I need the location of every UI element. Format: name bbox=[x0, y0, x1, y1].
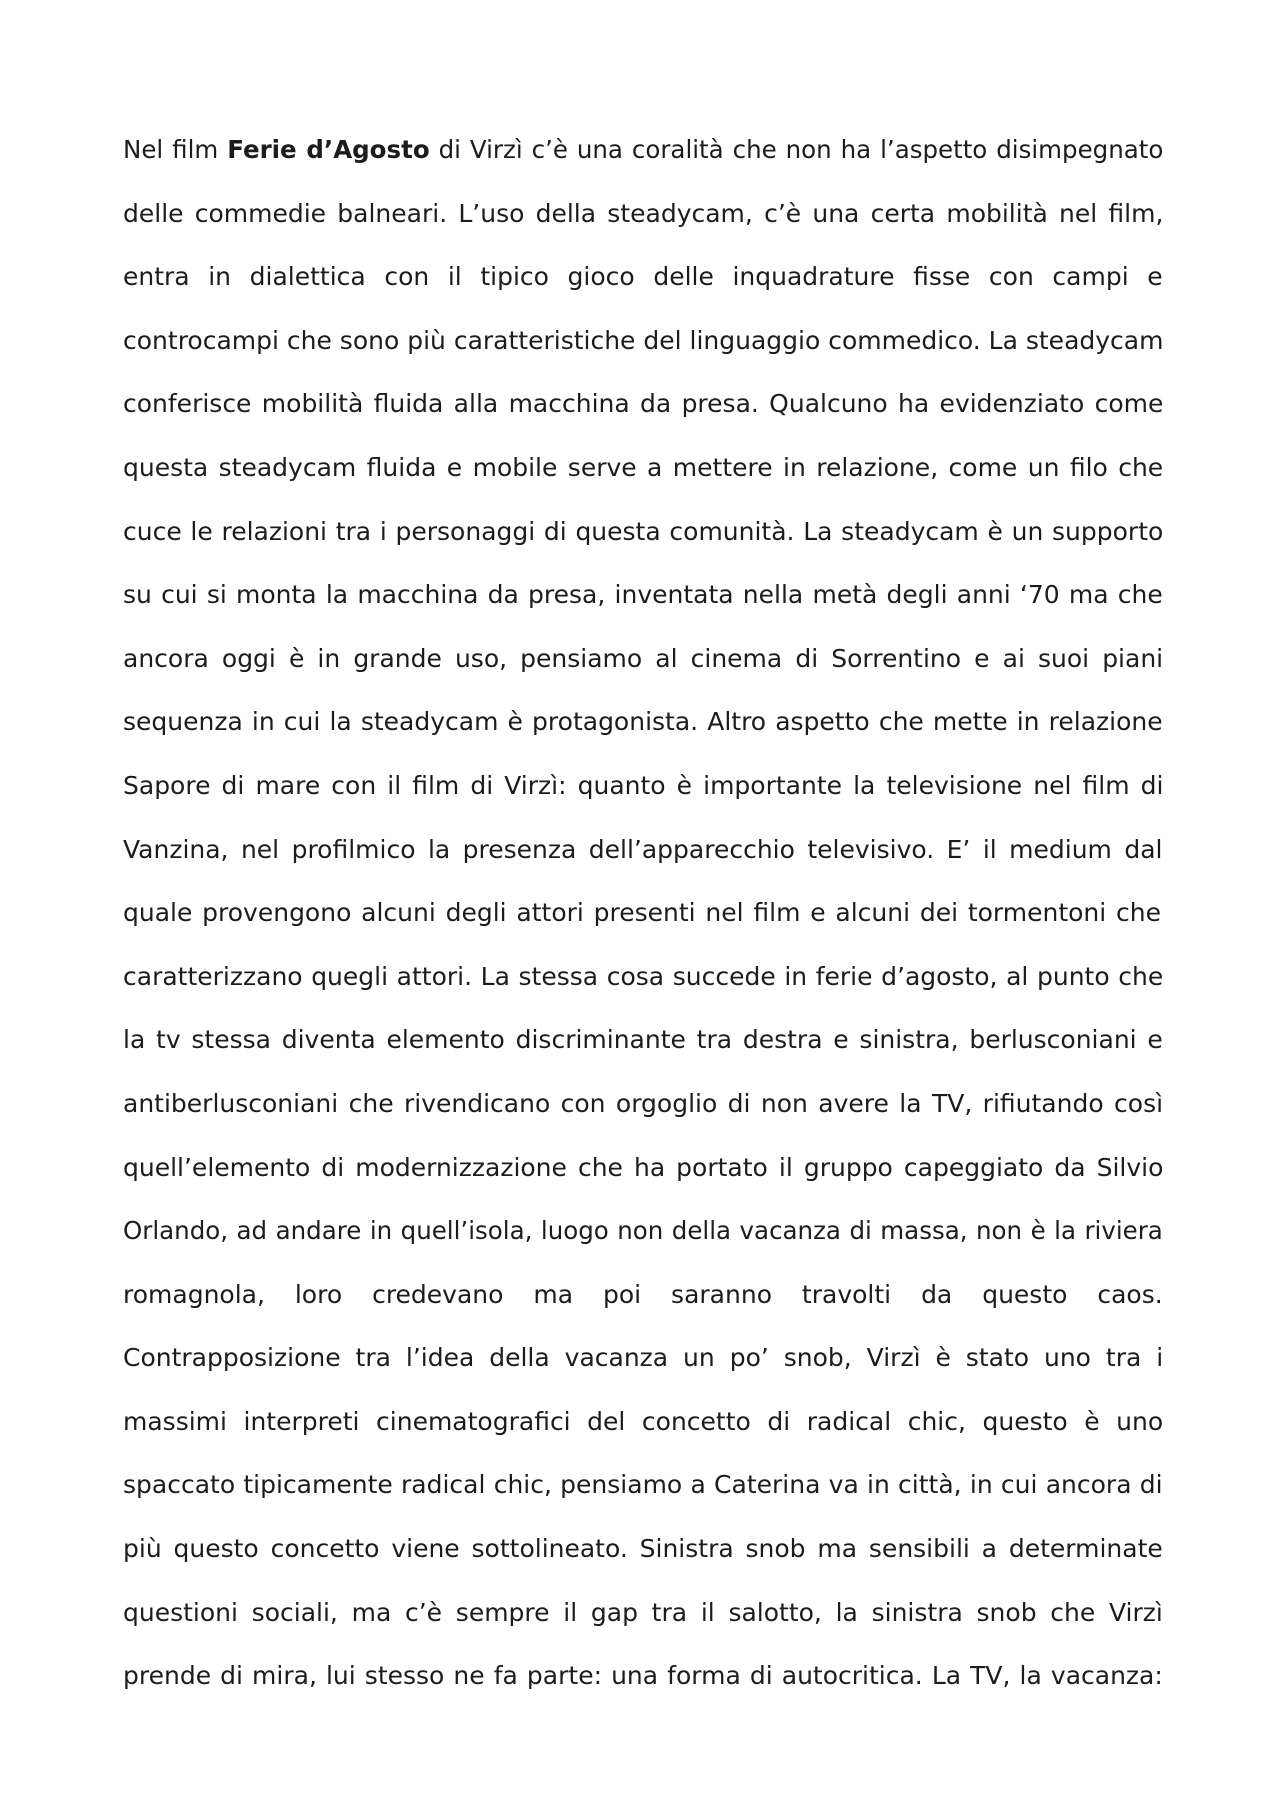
text-line: questioni sociali, ma c’è sempre il gap tra il salotto, la sinistra snob che Virzì bbox=[123, 1597, 1163, 1627]
text-line: quale provengono alcuni degli attori presenti nel film e alcuni dei tormentoni che bbox=[123, 898, 1161, 928]
text-line: Orlando, ad andare in quell’isola, luogo non della vacanza di massa, non è la riviera bbox=[123, 1216, 1163, 1246]
text-line: cuce le relazioni tra i personaggi di questa comunità. La steadycam è un supporto bbox=[123, 516, 1163, 546]
film-title: Ferie d’Agosto bbox=[227, 135, 430, 164]
text-line: delle commedie balneari. L’uso della steadycam, c’è una certa mobilità nel film, bbox=[123, 198, 1163, 228]
text-segment: di Virzì c’è una coralità che non ha l’aspetto disimpegnato bbox=[429, 135, 1163, 164]
text-line: controcampi che sono più caratteristiche del linguaggio commedico. La steadycam bbox=[123, 325, 1163, 355]
body-paragraph bbox=[123, 118, 1163, 1708]
text-line: sequenza in cui la steadycam è protagonista. Altro aspetto che mette in relazione bbox=[123, 707, 1163, 737]
text-line: caratterizzano quegli attori. La stessa cosa succede in ferie d’agosto, al punto che bbox=[123, 961, 1163, 991]
text-line: conferisce mobilità fluida alla macchina da presa. Qualcuno ha evidenziato come bbox=[123, 389, 1163, 419]
text-line: massimi interpreti cinematografici del concetto di radical chic, questo è uno bbox=[123, 1406, 1163, 1436]
text-line bbox=[123, 118, 1163, 182]
text-line: quell’elemento di modernizzazione che ha portato il gruppo capeggiato da Silvio bbox=[123, 1152, 1163, 1182]
text-line: su cui si monta la macchina da presa, inventata nella metà degli anni ‘70 ma che bbox=[123, 580, 1163, 610]
text-line: antiberlusconiani che rivendicano con orgoglio di non avere la TV, rifiutando così bbox=[123, 1088, 1163, 1118]
text-line: Vanzina, nel profilmico la presenza dell’apparecchio televisivo. E’ il medium dal bbox=[123, 834, 1163, 864]
text-line: questa steadycam fluida e mobile serve a mettere in relazione, come un filo che bbox=[123, 452, 1163, 482]
text-line: entra in dialettica con il tipico gioco delle inquadrature fisse con campi e bbox=[123, 262, 1163, 292]
text-line: più questo concetto viene sottolineato. Sinistra snob ma sensibili a determinate bbox=[123, 1534, 1163, 1564]
text-line: prende di mira, lui stesso ne fa parte: una forma di autocritica. La TV, la vacanza: bbox=[123, 1661, 1163, 1691]
text-line: la tv stessa diventa elemento discriminante tra destra e sinistra, berlusconiani e bbox=[123, 1025, 1163, 1055]
text-line: Contrapposizione tra l’idea della vacanza un po’ snob, Virzì è stato uno tra i bbox=[123, 1343, 1163, 1373]
text-line: spaccato tipicamente radical chic, pensiamo a Caterina va in città, in cui ancora di bbox=[123, 1470, 1163, 1500]
text-segment: Nel film bbox=[123, 135, 228, 164]
text-line: Sapore di mare con il film di Virzì: quanto è importante la televisione nel film di bbox=[123, 770, 1163, 800]
text-line: romagnola, loro credevano ma poi saranno travolti da questo caos. bbox=[123, 1279, 1163, 1309]
text-line: ancora oggi è in grande uso, pensiamo al cinema di Sorrentino e ai suoi piani bbox=[123, 643, 1163, 673]
